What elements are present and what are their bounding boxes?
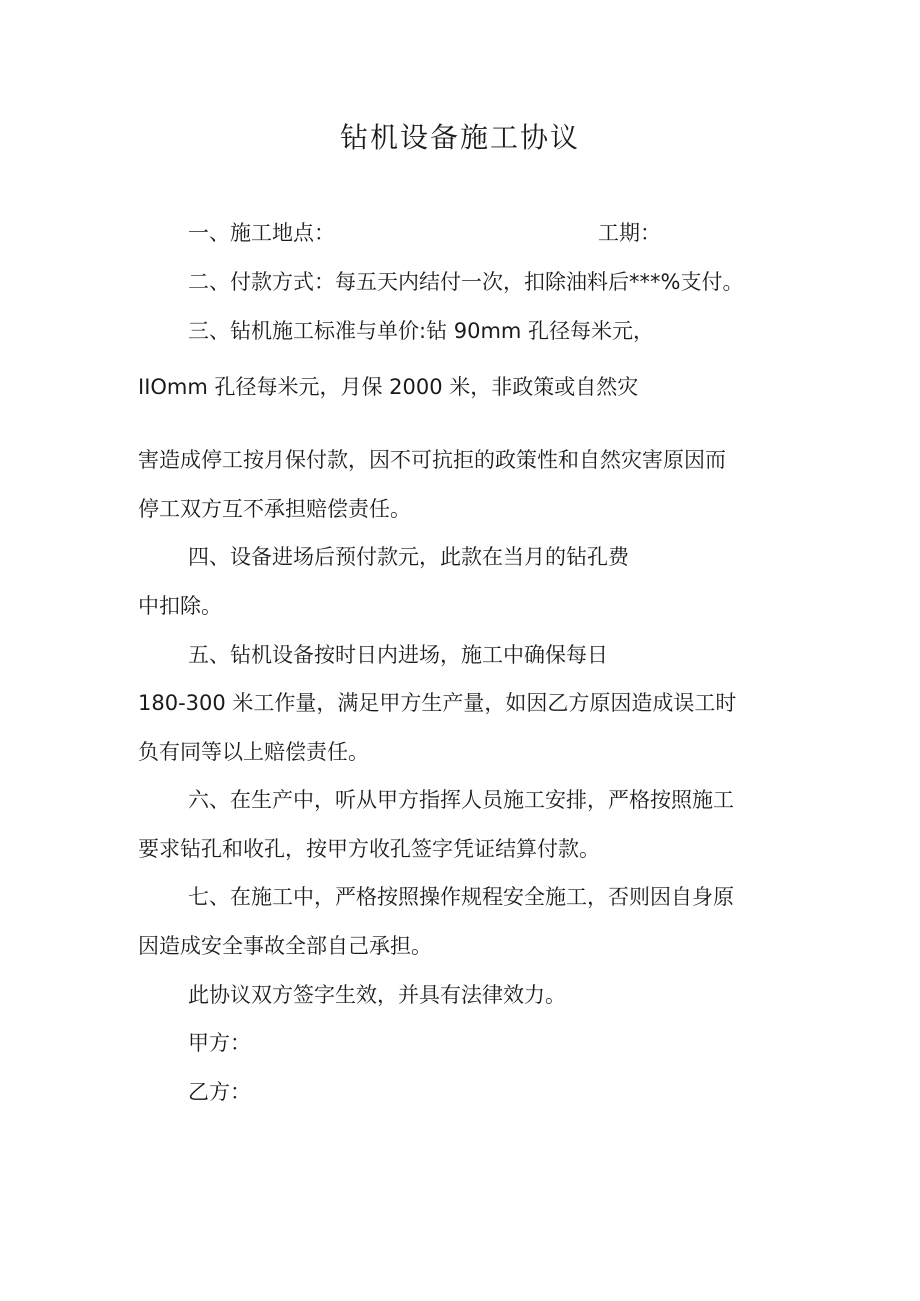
party-b-label: 乙方： [188, 1080, 251, 1104]
clause-5-line-2: 180-300 米工作量，满足甲方生产量，如因乙方原因造成误工时 [138, 691, 737, 715]
clause-4-line-2: 中扣除。 [138, 594, 222, 618]
clause-7-line-2: 因造成安全事故全部自己承担。 [138, 934, 432, 958]
clause-6-line-1: 六、在生产中，听从甲方指挥人员施工安排，严格按照施工 [188, 788, 734, 812]
clause-3-line-1: 三、钻机施工标准与单价:钻 90mm 孔径每米元， [188, 319, 655, 343]
clause-5-line-3: 负有同等以上赔偿责任。 [138, 740, 369, 764]
clause-3-line-2: IIOmm 孔径每米元，月保 2000 米，非政策或自然灾 [138, 375, 639, 399]
clause-1-location: 一、施工地点： [188, 221, 335, 245]
party-a-label: 甲方： [188, 1031, 251, 1055]
clause-3-line-3: 害造成停工按月保付款，因不可抗拒的政策性和自然灾害原因而 [138, 448, 726, 472]
effectiveness-statement: 此协议双方签字生效，并具有法律效力。 [188, 983, 566, 1007]
clause-2-payment: 二、付款方式：每五天内结付一次，扣除油料后***%支付。 [188, 270, 744, 294]
clause-7-line-1: 七、在施工中，严格按照操作规程安全施工，否则因自身原 [188, 885, 734, 909]
clause-4-line-1: 四、设备进场后预付款元，此款在当月的钻孔费 [188, 545, 629, 569]
clause-5-line-1: 五、钻机设备按时日内进场，施工中确保每日 [188, 643, 608, 667]
document-title: 钻机设备施工协议 [339, 121, 580, 154]
clause-1-period-label: 工期： [598, 221, 661, 245]
clause-6-line-2: 要求钻孔和收孔，按甲方收孔签字凭证结算付款。 [138, 837, 600, 861]
clause-3-line-4: 停工双方互不承担赔偿责任。 [138, 497, 411, 521]
